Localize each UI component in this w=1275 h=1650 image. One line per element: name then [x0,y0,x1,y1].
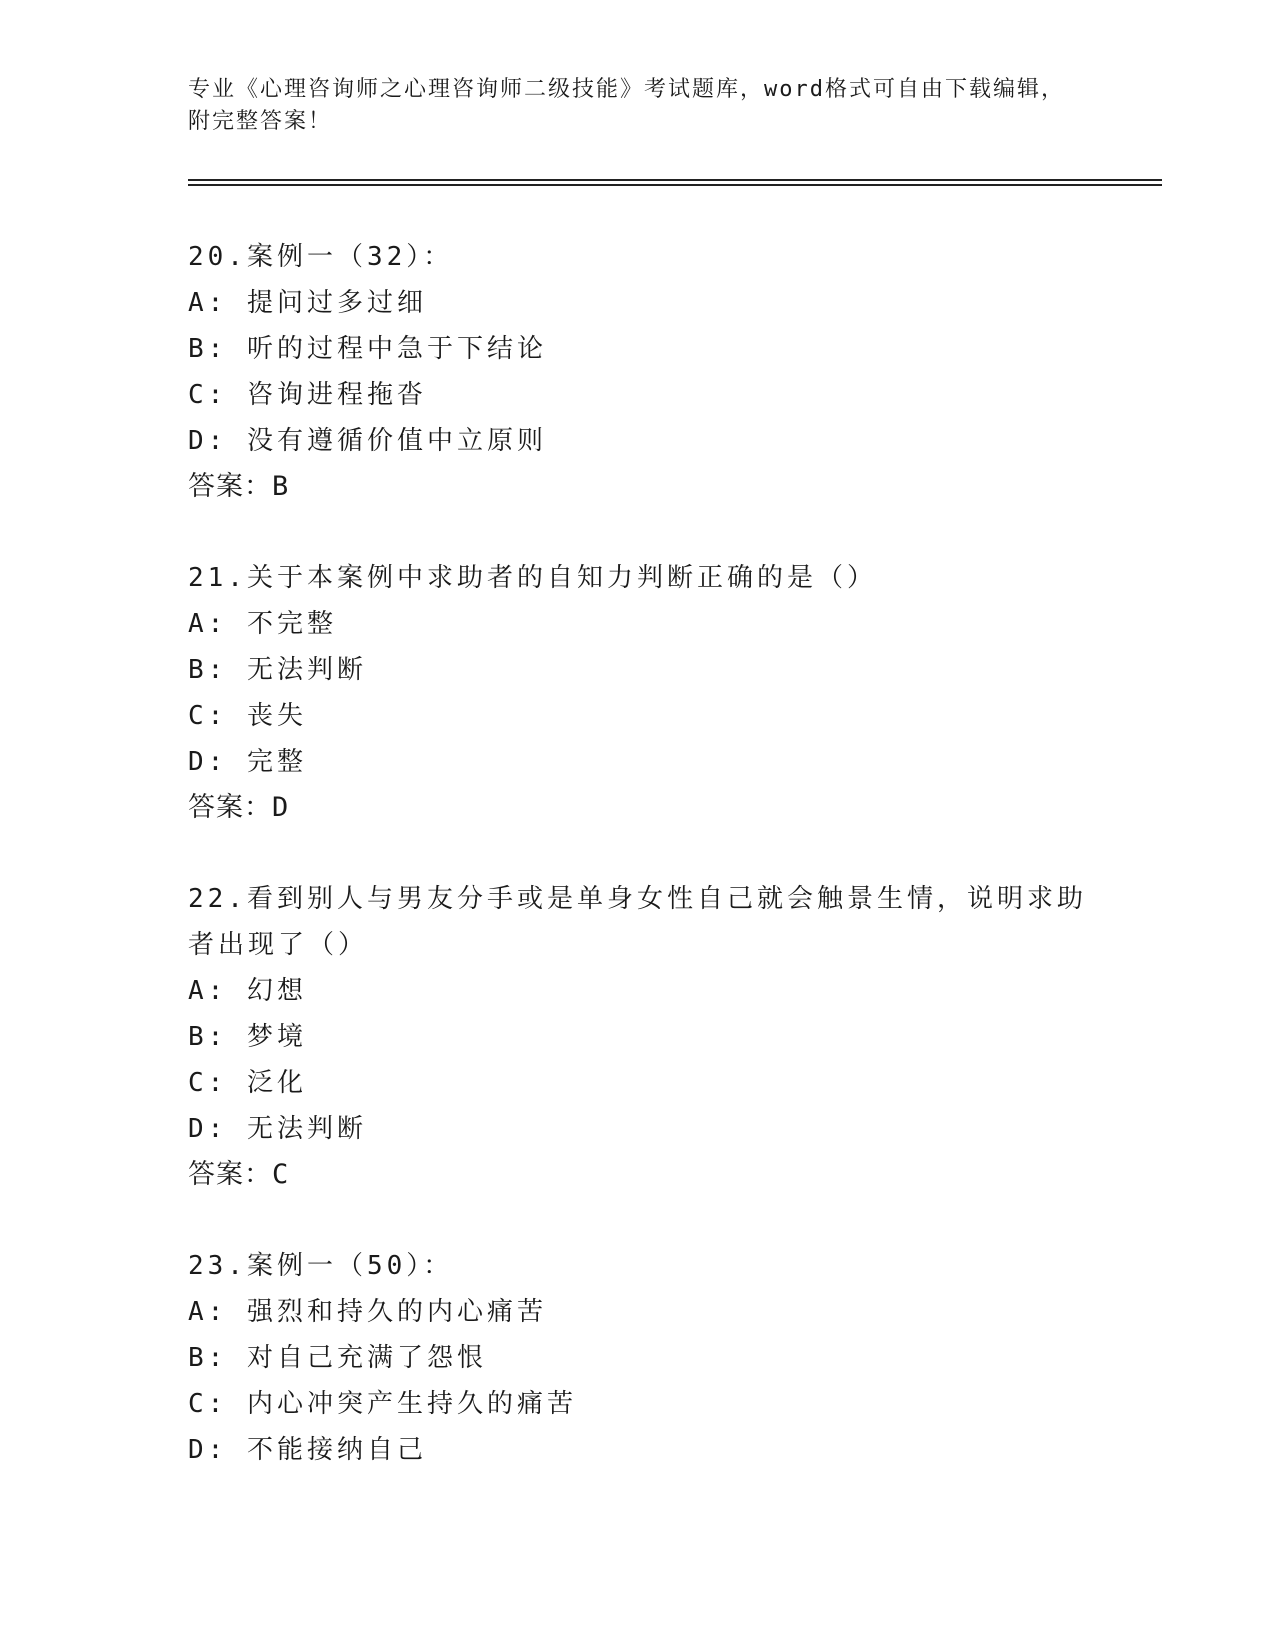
answer-line [188,1152,1088,1198]
option-c: C: 泛化 [188,1068,307,1098]
option-a: A: 提问过多过细 [188,288,427,318]
option-c: C: 咨询进程拖沓 [188,380,427,410]
option-a: A: 强烈和持久的内心痛苦 [188,1297,547,1327]
answer-label: 答案： [188,792,272,823]
answer-value: D [272,792,290,823]
answer-label: 答案： [188,471,272,502]
answer-line [188,464,1088,510]
answer-label: 答案： [188,1159,272,1190]
answer-value: C [272,1159,290,1190]
header-divider-bottom [188,184,1162,186]
option-d: D: 没有遵循价值中立原则 [188,426,547,456]
option-c: C: 内心冲突产生持久的痛苦 [188,1389,577,1419]
option-c: C: 丧失 [188,701,307,731]
question-21 [188,555,1088,831]
answer-line [188,785,1088,831]
option-a: A: 幻想 [188,976,307,1006]
document-header: 专业《心理咨询师之心理咨询师二级技能》考试题库，word格式可自由下载编辑，附完整答案！ [188,77,1065,134]
question-20 [188,234,1088,510]
answer-value: B [272,471,290,502]
header-divider-top [188,179,1162,181]
question-title: 21.关于本案例中求助者的自知力判断正确的是（） [188,563,877,593]
option-b: B: 梦境 [188,1022,307,1052]
question-title: 20.案例一（32）： [188,242,454,272]
question-22 [188,876,1088,1198]
option-b: B: 对自己充满了怨恨 [188,1343,487,1373]
option-a: A: 不完整 [188,609,337,639]
option-d: D: 完整 [188,747,307,777]
question-title: 23.案例一（50）： [188,1251,454,1281]
question-title: 22.看到别人与男友分手或是单身女性自己就会触景生情，说明求助者出现了（） [188,884,1087,960]
option-d: D: 不能接纳自己 [188,1435,427,1465]
option-b: B: 听的过程中急于下结论 [188,334,547,364]
question-23 [188,1243,1088,1473]
option-b: B: 无法判断 [188,655,367,685]
option-d: D: 无法判断 [188,1114,367,1144]
